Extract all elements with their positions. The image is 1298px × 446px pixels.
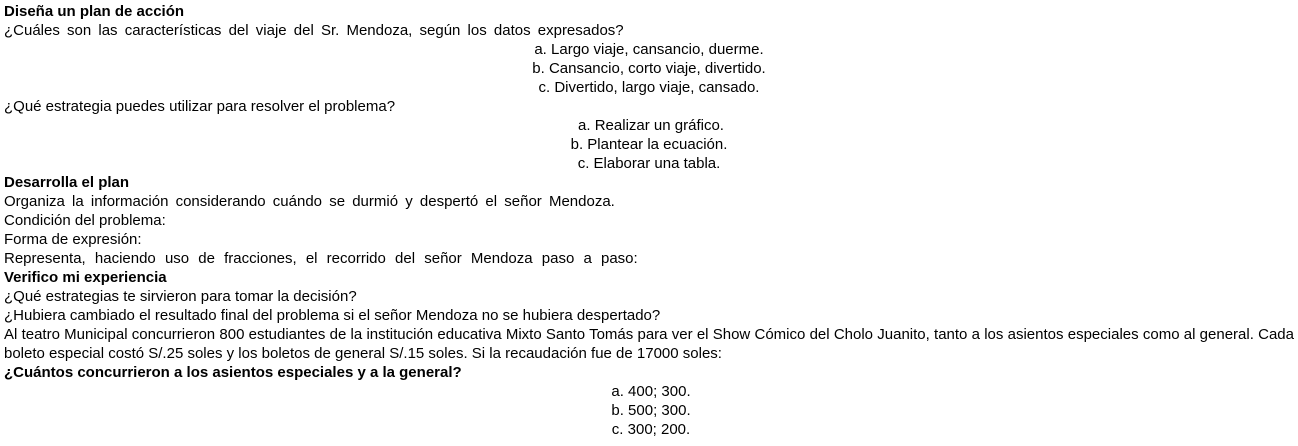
problem-paragraph: Al teatro Municipal concurrieron 800 estudiantes de la institución educativa Mixto Santo Tomás para ver el Show Cómico del Cholo Juanito, tanto a los asientos especiales como al general. Cada boleto especial costó S/.25 soles y los boletos de general S/.15 soles. Si la recaudación fue de 17000 soles: [4, 326, 1294, 362]
text-organiza-informacion: Organiza la información considerando cuándo se durmió y despertó el señor Mendoza. [4, 193, 615, 210]
option-2b: b. Plantear la ecuación. [570, 136, 728, 153]
question-caracteristicas-viaje: ¿Cuáles son las características del viaje del Sr. Mendoza, según los datos expresados? [4, 22, 624, 39]
text-representa-fracciones: Representa, haciendo uso de fracciones, el recorrido del señor Mendoza paso a paso: [4, 250, 638, 267]
option-1b: b. Cansancio, corto viaje, divertido. [532, 60, 766, 77]
question-estrategia: ¿Qué estrategia puedes utilizar para resolver el problema? [4, 98, 396, 115]
text-forma-expresion: Forma de expresión: [4, 231, 142, 248]
option-2c: c. Elaborar una tabla. [577, 155, 721, 172]
heading-desarrolla-plan: Desarrolla el plan [4, 174, 130, 191]
question-cuantos-concurrieron: ¿Cuántos concurrieron a los asientos especiales y a la general? [4, 364, 462, 381]
option-3b: b. 500; 300. [611, 402, 691, 419]
question-estrategias-decision: ¿Qué estrategias te sirvieron para tomar la decisión? [4, 288, 357, 305]
text-condicion-problema: Condición del problema: [4, 212, 166, 229]
option-2a: a. Realizar un gráfico. [578, 117, 724, 134]
question-resultado-final: ¿Hubiera cambiado el resultado final del problema si el señor Mendoza no se hubiera despertado? [4, 307, 661, 324]
option-1c: c. Divertido, largo viaje, cansado. [538, 79, 760, 96]
heading-verifico-experiencia: Verifico mi experiencia [4, 269, 167, 286]
option-3a: a. 400; 300. [611, 383, 691, 400]
option-1a: a. Largo viaje, cansancio, duerme. [534, 41, 764, 58]
heading-plan-de-accion: Diseña un plan de acción [4, 3, 185, 20]
option-3c: c. 300; 200. [611, 421, 691, 438]
